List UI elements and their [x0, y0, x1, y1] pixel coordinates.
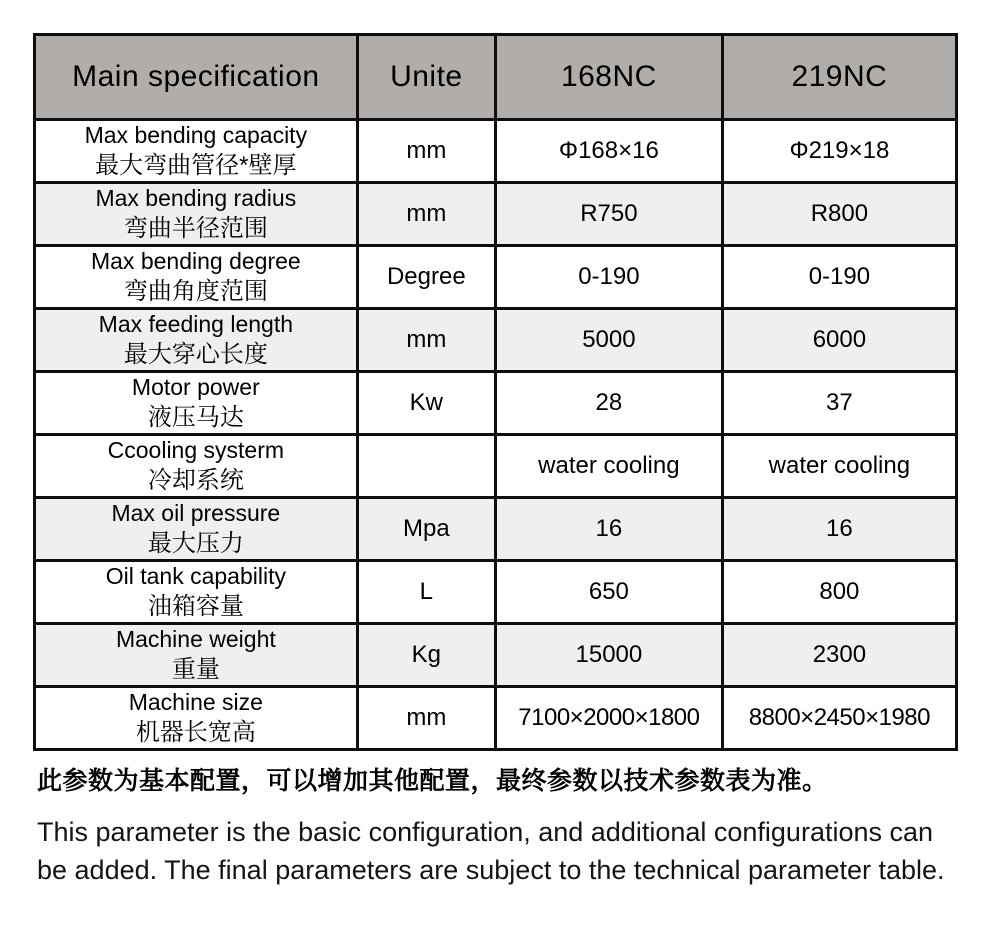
table-row-max-bending-capacity: [35, 120, 957, 183]
spec-label-en: Machine size: [128, 689, 263, 715]
spec-value-219nc: 0-190: [722, 246, 956, 309]
table-row-motor-power: [35, 372, 957, 435]
table-row-max-bending-radius: [35, 183, 957, 246]
footnote-chinese: 此参数为基本配置，可以增加其他配置，最终参数以技术参数表为准。: [37, 767, 828, 795]
spec-value-219nc: Φ219×18: [722, 120, 956, 183]
header-main-specification: Main specification: [35, 35, 358, 120]
spec-label-zh: 机器长宽高: [135, 719, 256, 746]
spec-label: [35, 246, 358, 309]
spec-value-219nc: 16: [722, 498, 956, 561]
spec-value-168nc: 650: [495, 561, 722, 624]
table-row-max-bending-degree: [35, 246, 957, 309]
spec-label-zh: 冷却系统: [147, 467, 244, 494]
spec-value-168nc: Φ168×16: [495, 120, 722, 183]
spec-value-168nc: water cooling: [495, 435, 722, 498]
spec-label-zh: 最大压力: [147, 530, 244, 557]
spec-unit: Kg: [357, 624, 495, 687]
footnote-english: This parameter is the basic configuration, and additional configurations can be added. The final parameters are subject to the technical parameter table.: [37, 817, 945, 885]
spec-unit: mm: [357, 309, 495, 372]
spec-unit: Degree: [357, 246, 495, 309]
header-unite: Unite: [357, 35, 495, 120]
spec-label-zh: 重量: [171, 656, 220, 683]
spec-label-zh: 弯曲角度范围: [123, 278, 268, 305]
spec-value-219nc: 6000: [722, 309, 956, 372]
header-row: [35, 35, 957, 120]
spec-value-219nc: 37: [722, 372, 956, 435]
spec-value-168nc: R750: [495, 183, 722, 246]
spec-value-168nc: 5000: [495, 309, 722, 372]
spec-unit: Mpa: [357, 498, 495, 561]
header-model-219nc: 219NC: [722, 35, 956, 120]
spec-value-168nc: 15000: [495, 624, 722, 687]
spec-value-168nc: 16: [495, 498, 722, 561]
spec-label: [35, 624, 358, 687]
spec-label-zh: 弯曲半径范围: [123, 215, 268, 242]
spec-unit: L: [357, 561, 495, 624]
spec-label: [35, 309, 358, 372]
spec-label: [35, 372, 358, 435]
table-row-machine-size: [35, 687, 957, 750]
table-row-cooling-system: [35, 435, 957, 498]
spec-label: [35, 687, 358, 750]
spec-label-zh: 最大弯曲管径*壁厚: [95, 152, 297, 179]
spec-label-en: Machine weight: [115, 626, 276, 652]
table-row-max-feeding-length: [35, 309, 957, 372]
spec-label-zh: 油箱容量: [147, 593, 244, 620]
spec-label-zh: 最大穿心长度: [123, 341, 268, 368]
spec-value-219nc: 2300: [722, 624, 956, 687]
spec-unit: Kw: [357, 372, 495, 435]
spec-label: [35, 561, 358, 624]
spec-label: [35, 498, 358, 561]
spec-value-168nc: 28: [495, 372, 722, 435]
table-row-oil-tank-capability: [35, 561, 957, 624]
spec-value-219nc: water cooling: [722, 435, 956, 498]
spec-label: [35, 183, 358, 246]
spec-value-168nc: 7100×2000×1800: [495, 687, 722, 750]
spec-value-168nc: 0-190: [495, 246, 722, 309]
specification-table: [33, 33, 958, 751]
spec-label-en: Max bending degree: [90, 248, 301, 274]
spec-label-en: Max bending radius: [95, 185, 297, 211]
header-model-168nc: 168NC: [495, 35, 722, 120]
spec-unit: mm: [357, 183, 495, 246]
spec-label-en: Max oil pressure: [111, 500, 281, 526]
spec-value-219nc: 800: [722, 561, 956, 624]
spec-unit: mm: [357, 687, 495, 750]
spec-unit: mm: [357, 120, 495, 183]
table-row-machine-weight: [35, 624, 957, 687]
spec-label: [35, 435, 358, 498]
spec-value-219nc: 8800×2450×1980: [722, 687, 956, 750]
spec-value-219nc: R800: [722, 183, 956, 246]
spec-label: [35, 120, 358, 183]
spec-label-en: Motor power: [131, 374, 260, 400]
table-row-max-oil-pressure: [35, 498, 957, 561]
spec-label-en: Max bending capacity: [84, 122, 308, 148]
spec-label-en: Ccooling systerm: [107, 437, 285, 463]
spec-unit: [357, 435, 495, 498]
spec-label-zh: 液压马达: [147, 404, 244, 431]
spec-label-en: Max feeding length: [98, 311, 294, 337]
spec-label-en: Oil tank capability: [105, 563, 286, 589]
